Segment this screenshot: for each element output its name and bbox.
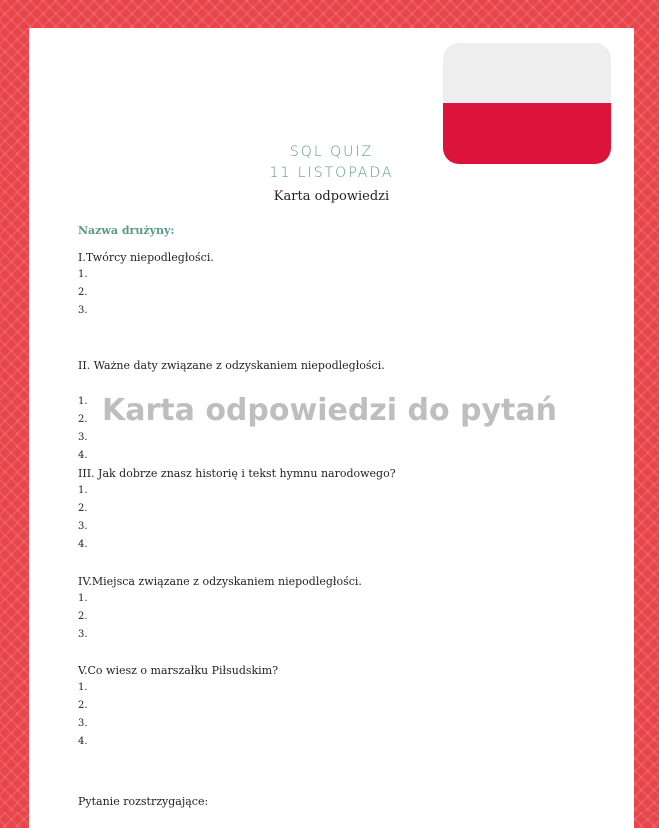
answer-number: 2. xyxy=(78,700,88,711)
question-section-4 xyxy=(78,573,362,644)
question-heading: III. Jak dobrze znasz historię i tekst hymnu narodowego? xyxy=(78,467,396,480)
sheet-subtitle: Karta odpowiedzi xyxy=(273,189,390,204)
answer-number: 1. xyxy=(78,485,88,496)
answer-number: 2. xyxy=(78,287,88,298)
answer-number: 1. xyxy=(78,682,88,693)
watermark-text: Karta odpowiedzi do pytań xyxy=(102,393,557,428)
team-name-label: Nazwa drużyny: xyxy=(78,224,175,237)
quiz-title: SQL QUIZ xyxy=(289,144,374,160)
answer-number: 3. xyxy=(78,629,88,640)
question-heading: IV.Miejsca związane z odzyskaniem niepodległości. xyxy=(78,575,362,588)
answer-number: 1. xyxy=(78,593,88,604)
answer-number: 2. xyxy=(78,503,88,514)
answer-sheet-page xyxy=(29,28,634,828)
question-heading: V.Co wiesz o marszałku Piłsudskim? xyxy=(78,664,279,677)
answer-number: 4. xyxy=(78,736,88,747)
quiz-date: 11 LISTOPADA xyxy=(269,165,394,181)
question-heading: II. Ważne daty związane z odzyskaniem niepodległości. xyxy=(78,359,385,372)
question-section-3 xyxy=(78,465,396,554)
answer-number: 2. xyxy=(78,414,88,425)
tiebreaker-question-label: Pytanie rozstrzygające: xyxy=(78,795,209,808)
flag-white-stripe xyxy=(443,43,611,103)
question-section-1 xyxy=(78,249,214,320)
answer-number: 4. xyxy=(78,539,88,550)
answer-number: 3. xyxy=(78,718,88,729)
answer-number: 1. xyxy=(78,269,88,280)
answer-number: 3. xyxy=(78,432,88,443)
answer-number: 3. xyxy=(78,305,88,316)
question-heading: I.Twórcy niepodległości. xyxy=(78,251,214,264)
answer-number: 3. xyxy=(78,521,88,532)
answer-number: 4. xyxy=(78,450,88,461)
question-section-5 xyxy=(78,662,278,751)
answer-number: 1. xyxy=(78,396,88,407)
answer-number: 2. xyxy=(78,611,88,622)
